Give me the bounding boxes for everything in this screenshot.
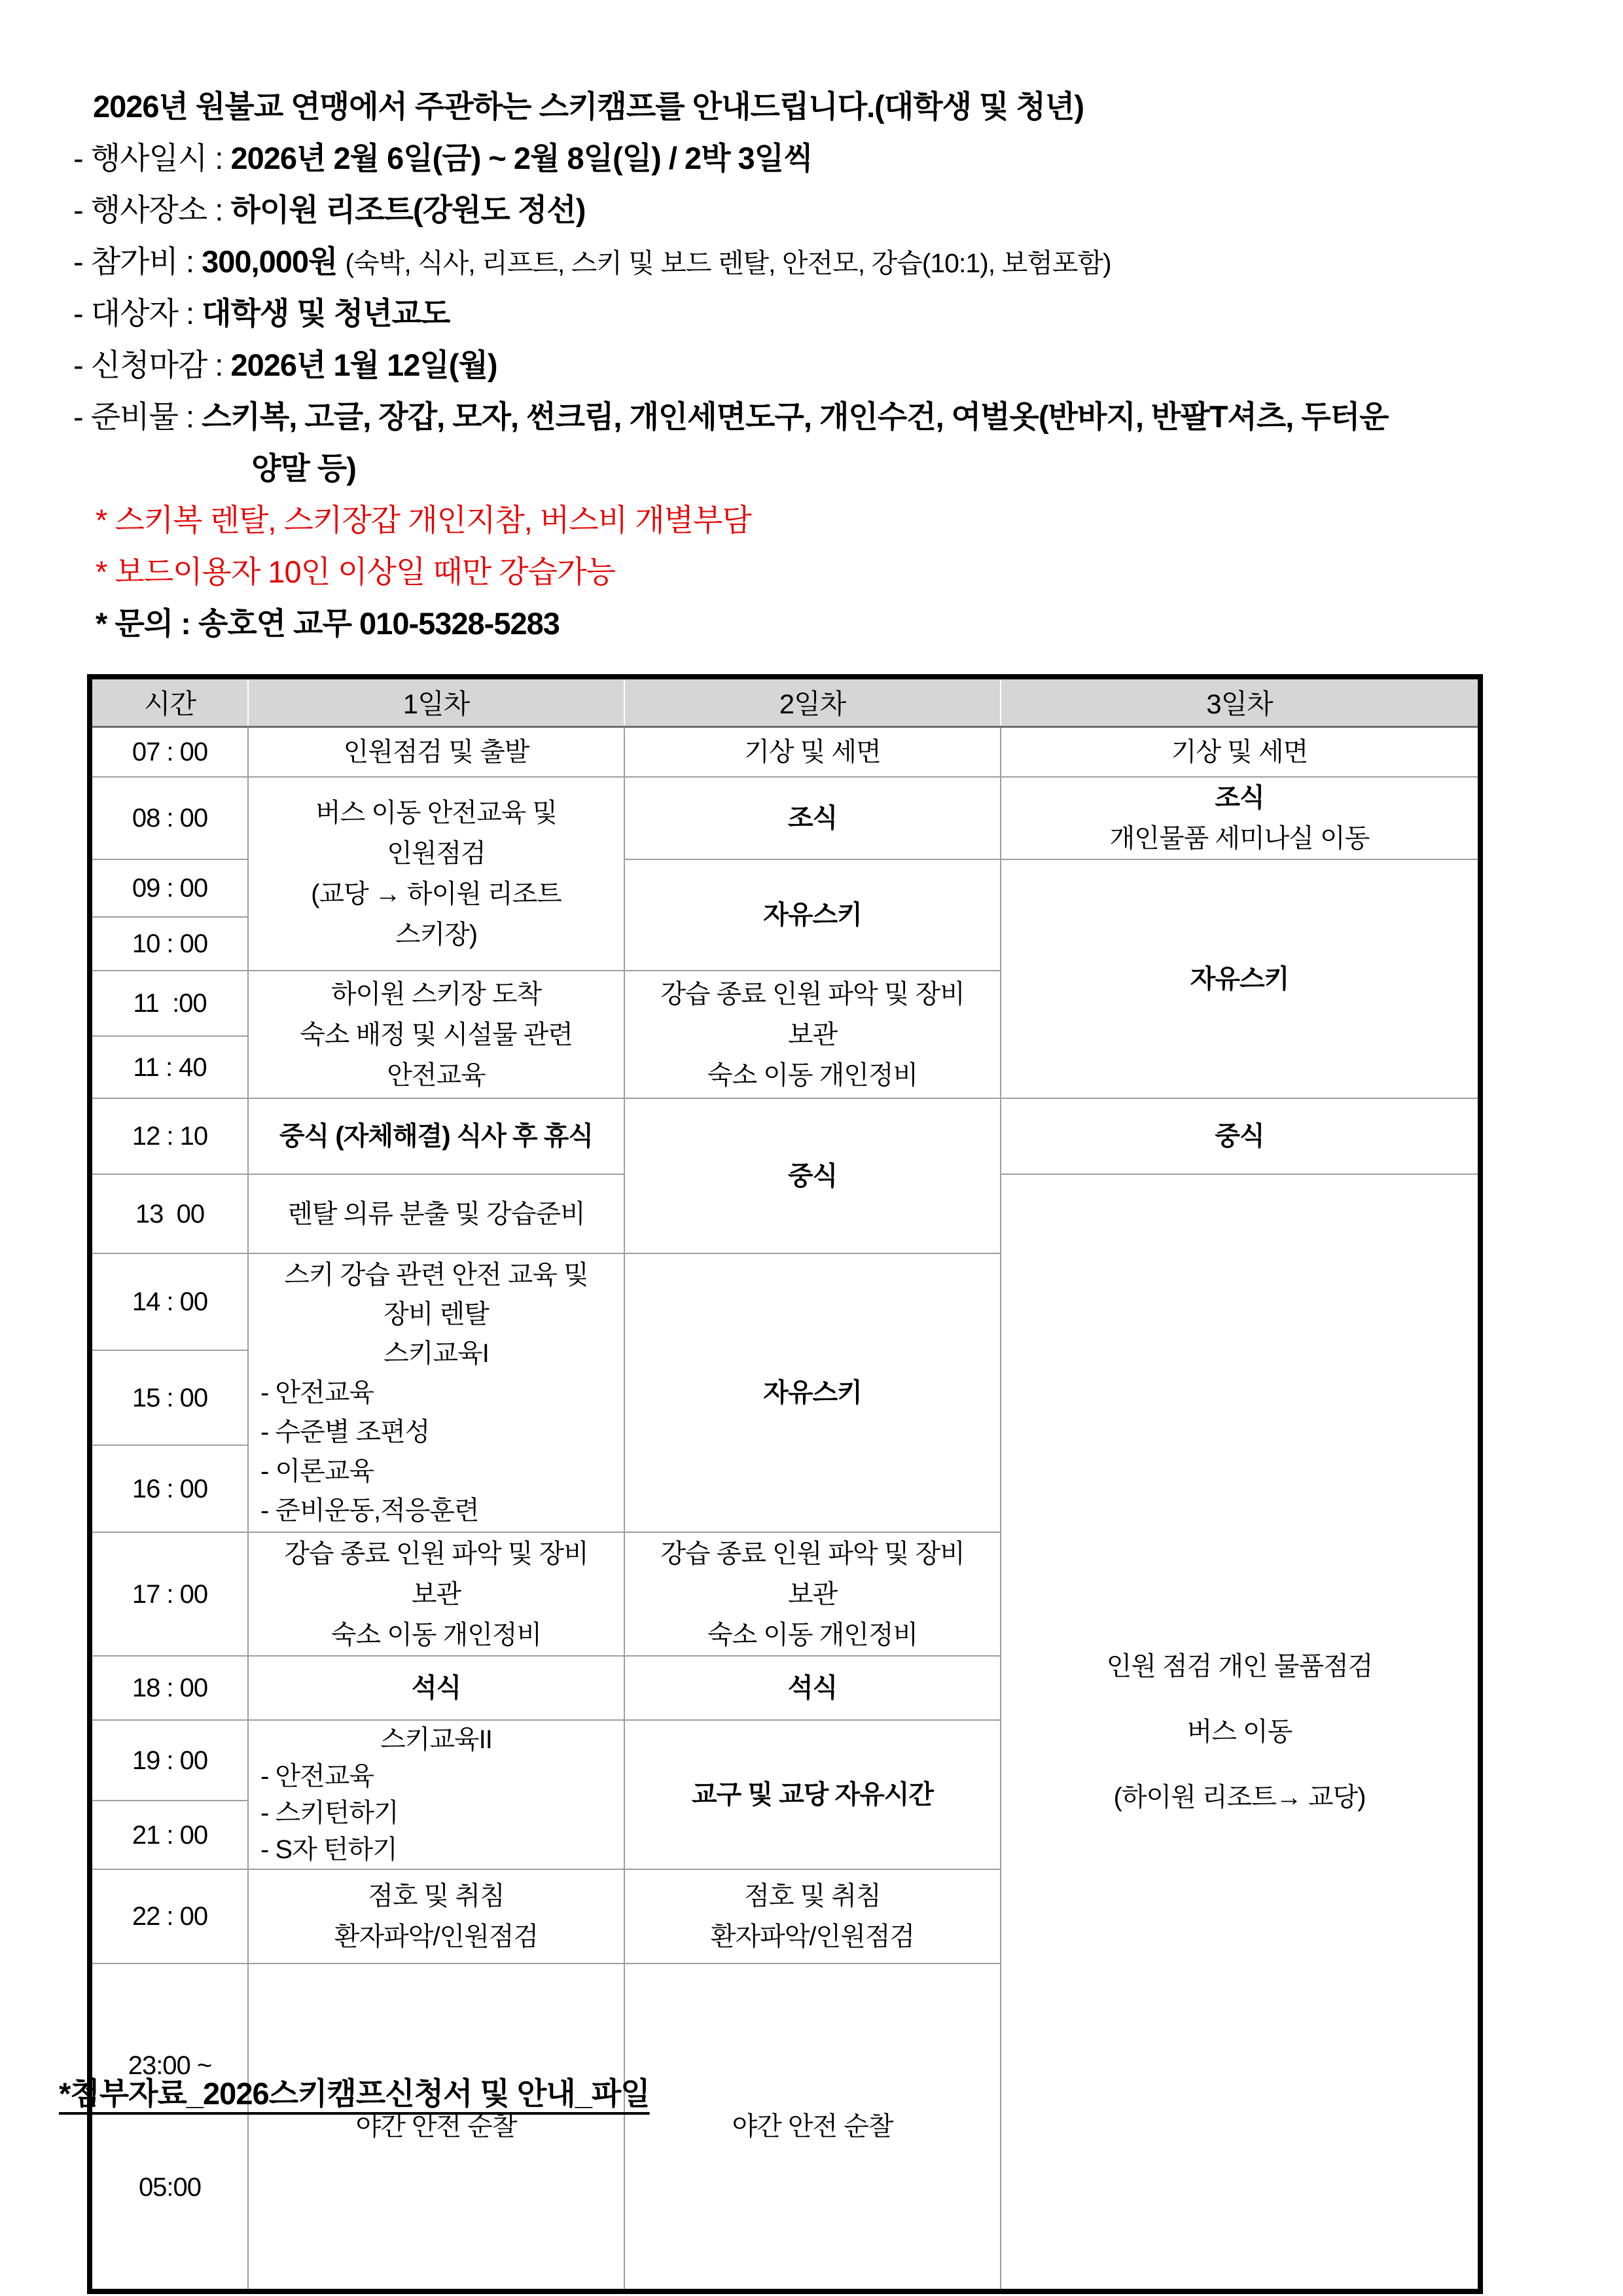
time-cell: 18 : 00 bbox=[90, 1656, 248, 1720]
day1-cell: 인원점검 및 출발 bbox=[248, 726, 624, 777]
time-cell: 22 : 00 bbox=[90, 1869, 248, 1964]
cell-line: 환자파악/인원점검 bbox=[710, 1922, 915, 1951]
cell-line: 하이원 스키장 도착 bbox=[330, 979, 542, 1009]
info-value: 스키복, 고글, 장갑, 모자, 썬크림, 개인세면도구, 개인수건, 여벌옷(반바지, 반팔T셔츠, 두터운 bbox=[202, 399, 1389, 434]
col-header-day3: 3일차 bbox=[1001, 677, 1480, 726]
intro-text-block bbox=[0, 81, 1623, 649]
day1-cell bbox=[248, 777, 624, 971]
day2-cell: 석식 bbox=[624, 1656, 1001, 1720]
day3-cell bbox=[1001, 1174, 1480, 2291]
col-header-time: 시간 bbox=[90, 677, 248, 726]
info-line-supplies-wrap: 양말 등) bbox=[251, 451, 356, 486]
cell-line: 숙소 이동 개인정비 bbox=[707, 1060, 918, 1090]
cell-line: 점호 및 취침 bbox=[368, 1882, 505, 1910]
attachment-note: *첨부자료_2026스키캠프신청서 및 안내_파일 bbox=[59, 2076, 650, 2111]
day2-cell bbox=[624, 1532, 1001, 1656]
cell-line: 05:00 bbox=[138, 2173, 202, 2202]
time-cell: 11 : 40 bbox=[90, 1036, 248, 1098]
info-value: 2026년 1월 12일(월) bbox=[230, 348, 497, 382]
info-value: 2026년 2월 6일(금) ~ 2월 8일(일) / 2박 3일씩 bbox=[230, 141, 813, 175]
day2-cell: 기상 및 세면 bbox=[624, 726, 1001, 777]
day1-cell: 중식 (자체해결) 식사 후 휴식 bbox=[248, 1098, 624, 1174]
schedule-table-wrapper bbox=[87, 674, 1483, 2294]
day1-cell: 석식 bbox=[248, 1656, 624, 1720]
info-label: - 행사일시 : bbox=[73, 141, 231, 175]
cell-line: 보관 bbox=[787, 1579, 838, 1609]
info-label: - 행사장소 : bbox=[73, 192, 231, 227]
day3-cell bbox=[1001, 777, 1480, 859]
time-cell: 08 : 00 bbox=[90, 777, 248, 859]
fee-note: (숙박, 식사, 리프트, 스키 및 보드 렌탈, 안전모, 강습(10:1), 보험포함) bbox=[345, 248, 1111, 278]
info-line-target bbox=[0, 287, 1623, 339]
info-line-event-date bbox=[0, 132, 1623, 184]
info-line-supplies bbox=[0, 391, 1623, 442]
cell-line: 스키교육I bbox=[383, 1339, 489, 1368]
cell-line: - 수준별 조편성 bbox=[260, 1418, 430, 1446]
time-cell: 15 : 00 bbox=[90, 1350, 248, 1445]
cell-line: - 이론교육 bbox=[260, 1457, 374, 1486]
cell-line: 버스 이동 안전교육 및 bbox=[315, 798, 558, 827]
cell-line: 숙소 이동 개인정비 bbox=[330, 1620, 542, 1649]
day2-cell: 자유스키 bbox=[624, 859, 1001, 971]
cell-line: 강습 종료 인원 파악 및 장비 bbox=[660, 1539, 965, 1568]
day2-cell: 야간 안전 순찰 bbox=[624, 1964, 1001, 2291]
cell-line: 조식 bbox=[1215, 783, 1264, 812]
time-cell: 11 :00 bbox=[90, 971, 248, 1036]
day2-cell: 교구 및 교당 자유시간 bbox=[624, 1720, 1001, 1869]
time-cell: 19 : 00 bbox=[90, 1720, 248, 1801]
cell-line: 보관 bbox=[411, 1579, 461, 1609]
cell-line: 인원 점검 개인 물품점검 bbox=[1106, 1652, 1373, 1681]
red-note-rental: * 스키복 렌탈, 스키장갑 개인지참, 버스비 개별부담 bbox=[96, 503, 751, 537]
contact-line: * 문의 : 송호연 교무 010-5328-5283 bbox=[96, 606, 560, 641]
day3-cell: 기상 및 세면 bbox=[1001, 726, 1480, 777]
cell-line: 점호 및 취침 bbox=[744, 1882, 881, 1910]
cell-line: (하이원 리조트→ 교당) bbox=[1113, 1783, 1366, 1812]
info-line-fee bbox=[0, 236, 1623, 287]
info-label: - 준비물 : bbox=[73, 399, 202, 434]
cell-line: 인원점검 bbox=[387, 839, 486, 868]
cell-line: - S자 턴하기 bbox=[260, 1835, 397, 1864]
cell-line: 버스 이동 bbox=[1186, 1717, 1293, 1746]
col-header-day1: 1일차 bbox=[248, 677, 624, 726]
cell-line: 개인물품 세미나실 이동 bbox=[1109, 824, 1370, 853]
cell-line: 스키장) bbox=[395, 920, 478, 949]
info-line-deadline bbox=[0, 339, 1623, 391]
cell-line: 스키교육II bbox=[380, 1725, 492, 1754]
day1-cell bbox=[248, 1532, 624, 1656]
col-header-day2: 2일차 bbox=[624, 677, 1001, 726]
row-0700 bbox=[90, 726, 1480, 777]
day1-cell bbox=[248, 1869, 624, 1964]
info-label: - 신청마감 : bbox=[73, 348, 231, 382]
day2-cell bbox=[624, 971, 1001, 1098]
cell-line: 스키 강습 관련 안전 교육 및 bbox=[284, 1261, 588, 1289]
cell-line: - 안전교육 bbox=[260, 1762, 374, 1791]
time-cell: 21 : 00 bbox=[90, 1801, 248, 1869]
day1-cell bbox=[248, 1253, 624, 1532]
day3-cell: 중식 bbox=[1001, 1098, 1480, 1174]
cell-line: 안전교육 bbox=[387, 1060, 486, 1090]
cell-line: - 안전교육 bbox=[260, 1378, 374, 1407]
time-cell: 14 : 00 bbox=[90, 1253, 248, 1350]
day2-cell: 중식 bbox=[624, 1098, 1001, 1253]
info-label: - 참가비 : bbox=[73, 244, 202, 279]
info-line-event-place bbox=[0, 184, 1623, 236]
time-cell: 17 : 00 bbox=[90, 1532, 248, 1656]
day1-cell bbox=[248, 1720, 624, 1869]
info-value: 300,000원 bbox=[202, 244, 346, 279]
cell-line: 보관 bbox=[787, 1020, 838, 1049]
doc-title: 2026년 원불교 연맹에서 주관하는 스키캠프를 안내드립니다.(대학생 및 청년) bbox=[93, 89, 1084, 124]
schedule-table bbox=[87, 674, 1483, 2294]
cell-line: 장비 렌탈 bbox=[383, 1300, 489, 1329]
day2-cell bbox=[624, 1869, 1001, 1964]
red-note-board: * 보드이용자 10인 이상일 때만 강습가능 bbox=[96, 554, 615, 589]
time-cell: 16 : 00 bbox=[90, 1445, 248, 1532]
cell-line: (교당 → 하이원 리조트 bbox=[311, 880, 562, 908]
cell-line: 환자파악/인원점검 bbox=[334, 1922, 539, 1951]
time-cell: 07 : 00 bbox=[90, 726, 248, 777]
time-cell: 12 : 10 bbox=[90, 1098, 248, 1174]
cell-line: 23:00 ~ bbox=[128, 2051, 212, 2080]
cell-line: - 준비운동,적응훈련 bbox=[260, 1496, 479, 1525]
day1-cell: 야간 안전 순찰 bbox=[248, 1964, 624, 2291]
day2-cell: 자유스키 bbox=[624, 1253, 1001, 1532]
day1-cell bbox=[248, 971, 624, 1098]
time-cell: 13 00 bbox=[90, 1174, 248, 1253]
day1-cell: 렌탈 의류 분출 및 강습준비 bbox=[248, 1174, 624, 1253]
cell-line: 강습 종료 인원 파악 및 장비 bbox=[660, 979, 965, 1009]
info-value: 하이원 리조트(강원도 정선) bbox=[230, 192, 586, 227]
cell-line: - 스키턴하기 bbox=[260, 1799, 399, 1827]
time-cell bbox=[90, 1964, 248, 2291]
info-label: - 대상자 : bbox=[73, 296, 202, 331]
day2-cell: 조식 bbox=[624, 777, 1001, 859]
day3-cell: 자유스키 bbox=[1001, 859, 1480, 1098]
cell-line: 숙소 배정 및 시설물 관련 bbox=[300, 1020, 573, 1049]
header-row bbox=[90, 677, 1480, 726]
info-value: 대학생 및 청년교도 bbox=[202, 296, 450, 331]
cell-line: 숙소 이동 개인정비 bbox=[707, 1620, 918, 1649]
time-cell: 10 : 00 bbox=[90, 917, 248, 971]
cell-line: 강습 종료 인원 파악 및 장비 bbox=[284, 1539, 588, 1568]
row-1210 bbox=[90, 1098, 1480, 1174]
time-cell: 09 : 00 bbox=[90, 859, 248, 917]
row-0800 bbox=[90, 777, 1480, 859]
